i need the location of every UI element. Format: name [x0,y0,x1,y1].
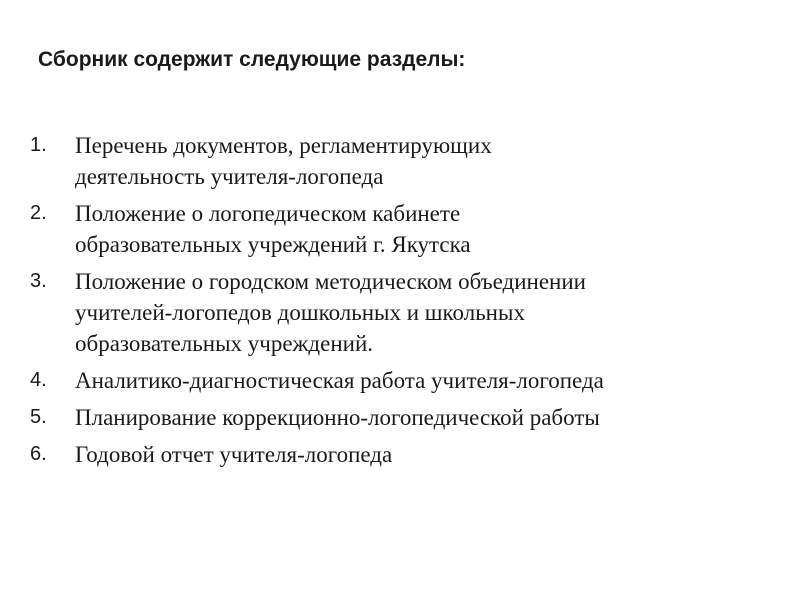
list-item-text: Годовой отчет учителя-логопеда [75,442,393,467]
sections-list [30,130,770,476]
list-item-number: 4. [30,369,47,391]
list-item [30,266,770,359]
list-item-number: 5. [30,406,47,428]
list-item-text: Положение о логопедическом кабинете образовательных учреждений г. Якутска [75,201,471,257]
list-item-text: Положение о городском методическом объединении учителей-логопедов дошкольных и школьных образовательных учреждений. [75,269,586,356]
list-item-text: Перечень документов, регламентирующих деятельность учителя-логопеда [75,133,492,189]
list-item-number: 1. [30,134,47,156]
list-item-number: 3. [30,270,47,292]
list-item [30,439,770,470]
list-item-number: 6. [30,443,47,465]
list-item [30,365,770,396]
list-item [30,402,770,433]
list-item-text: Аналитико-диагностическая работа учителя-логопеда [75,368,604,393]
list-item [30,198,770,260]
list-item [30,130,770,192]
list-item-number: 2. [30,202,47,224]
slide-title: Сборник содержит следующие разделы: [38,48,466,71]
list-item-text: Планирование коррекционно-логопедической работы [75,405,600,430]
